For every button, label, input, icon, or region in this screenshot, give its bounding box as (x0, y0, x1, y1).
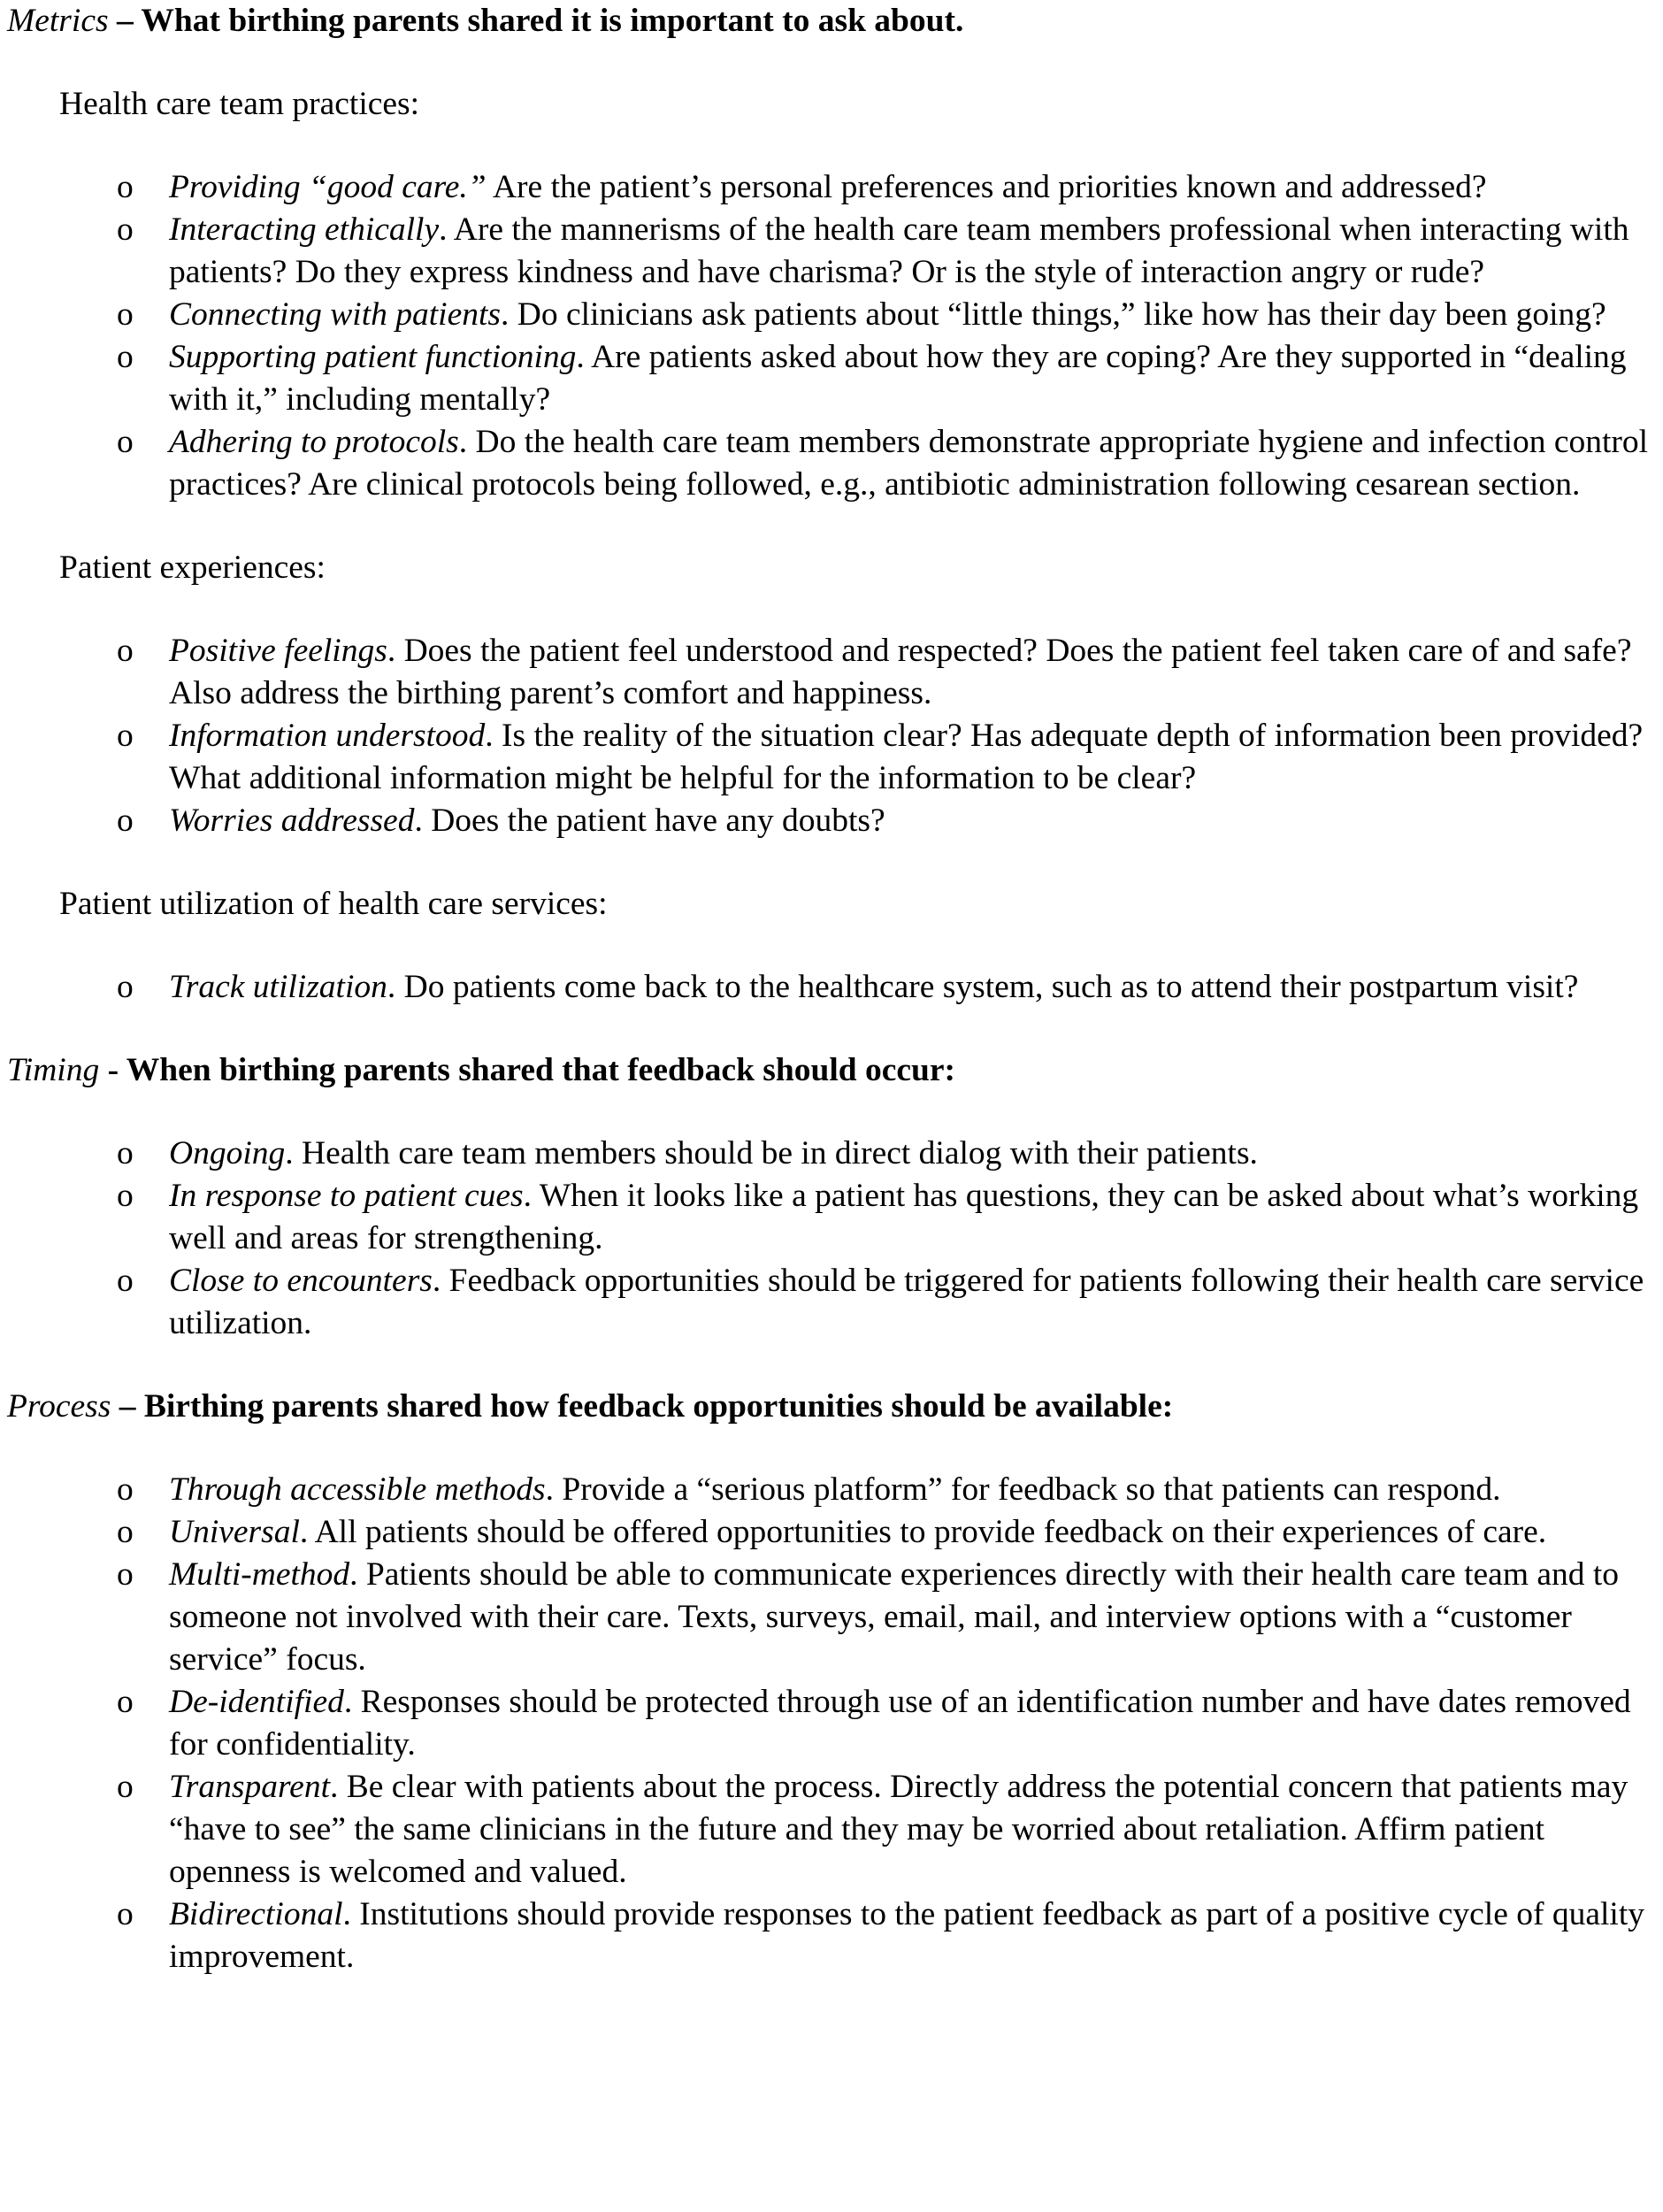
item-title: Bidirectional (169, 1896, 343, 1932)
item-text: . Does the patient feel understood and respected? Does the patient feel taken care of and safe? Also address the birthing parent’s comfort and happiness. (169, 633, 1632, 711)
item-text: . Are patients asked about how they are coping? Are they supported in “dealing with it,” including mentally? (169, 339, 1627, 418)
item-title: Transparent (169, 1769, 330, 1805)
bullet-icon: o (117, 1684, 134, 1720)
list-item (7, 966, 1663, 1009)
item-text: . Patients should be able to communicate experiences directly with their health care team and to someone not involved with their care. Texts, surveys, email, mail, and interview options with a “customer service” focus. (169, 1556, 1620, 1678)
list-item (7, 336, 1663, 421)
list-item (7, 715, 1663, 800)
group-title: Health care team practices: (59, 86, 420, 122)
item-text: . All patients should be offered opportunities to provide feedback on their experiences of care. (299, 1514, 1547, 1550)
item-text: . Do patients come back to the healthcare system, such as to attend their postpartum visit? (387, 969, 1579, 1005)
section-heading-label: Process (7, 1388, 111, 1425)
bullet-icon: o (117, 1514, 134, 1550)
bullet-icon: o (117, 296, 134, 333)
bullet-icon: o (117, 1556, 134, 1593)
bullet-icon: o (117, 1135, 134, 1171)
section-heading (7, 1049, 1663, 1092)
item-title: Supporting patient functioning (169, 339, 577, 375)
list-item (7, 1469, 1663, 1511)
section-heading-text: - When birthing parents shared that feedback should occur: (99, 1052, 956, 1088)
item-title: Close to encounters (169, 1263, 433, 1299)
item-title: Ongoing (169, 1135, 286, 1171)
bullet-icon: o (117, 633, 134, 669)
bullet-list (7, 166, 1663, 506)
section-heading-text: – What birthing parents shared it is important to ask about. (108, 3, 964, 39)
section-heading (7, 1386, 1663, 1428)
list-item (7, 294, 1663, 336)
item-title: Track utilization (169, 969, 387, 1005)
list-item (7, 166, 1663, 209)
list-item (7, 1681, 1663, 1766)
bullet-list (7, 966, 1663, 1009)
list-item (7, 1133, 1663, 1175)
list-item (7, 1511, 1663, 1554)
item-text: . Does the patient have any doubts? (414, 803, 885, 839)
bullet-icon: o (117, 969, 134, 1005)
section-heading (7, 0, 1663, 42)
item-title: Information understood (169, 718, 486, 754)
item-text: . Health care team members should be in direct dialog with their patients. (285, 1135, 1258, 1171)
list-item (7, 800, 1663, 842)
item-title: Positive feelings (169, 633, 387, 669)
list-item (7, 209, 1663, 294)
item-title: Worries addressed (169, 803, 415, 839)
item-text: . Feedback opportunities should be triggered for patients following their health care service utilization. (169, 1263, 1644, 1341)
group-title: Patient experiences: (59, 549, 326, 586)
item-title: Multi-method (169, 1556, 350, 1593)
bullet-list (7, 1469, 1663, 1978)
bullet-icon: o (117, 718, 134, 754)
list-item (7, 1175, 1663, 1260)
bullet-icon: o (117, 211, 134, 248)
list-item (7, 1766, 1663, 1893)
list-item (7, 1260, 1663, 1345)
list-item (7, 1554, 1663, 1681)
bullet-icon: o (117, 803, 134, 839)
item-text: . When it looks like a patient has questions, they can be asked about what’s working well and areas for strengthening. (169, 1178, 1639, 1256)
list-item (7, 421, 1663, 506)
item-title: Connecting with patients (169, 296, 501, 333)
bullet-icon: o (117, 1263, 134, 1299)
item-title: In response to patient cues (169, 1178, 524, 1214)
group-title: Patient utilization of health care services: (59, 886, 608, 922)
bullet-icon: o (117, 424, 134, 460)
bullet-icon: o (117, 169, 134, 205)
list-item (7, 1893, 1663, 1978)
item-text: Are the patient’s personal preferences and priorities known and addressed? (486, 169, 1487, 205)
list-item (7, 630, 1663, 715)
bullet-icon: o (117, 1769, 134, 1805)
item-title: Through accessible methods (169, 1471, 546, 1508)
item-text: . Do clinicians ask patients about “little things,” like how has their day been going? (500, 296, 1606, 333)
item-text: . Institutions should provide responses to the patient feedback as part of a positive cycle of quality improvement. (169, 1896, 1645, 1975)
bullet-icon: o (117, 339, 134, 375)
section-heading-text: – Birthing parents shared how feedback opportunities should be available: (111, 1388, 1174, 1425)
item-title: Universal (169, 1514, 300, 1550)
bullet-icon: o (117, 1896, 134, 1932)
item-text: . Responses should be protected through use of an identification number and have dates removed for confidentiality. (169, 1684, 1631, 1763)
item-text: . Is the reality of the situation clear? Has adequate depth of information been provided? What additional information might be helpful for the information to be clear? (169, 718, 1644, 796)
item-title: Adhering to protocols (169, 424, 459, 460)
item-text: . Are the mannerisms of the health care team members professional when interacting with patients? Do they express kindness and have charisma? Or is the style of interaction angry or rude? (169, 211, 1629, 290)
item-title: De-identified (169, 1684, 344, 1720)
item-title: Interacting ethically (169, 211, 440, 248)
item-text: . Provide a “serious platform” for feedback so that patients can respond. (545, 1471, 1501, 1508)
item-text: . Be clear with patients about the process. Directly address the potential concern that patients may “have to see” the same clinicians in the future and they may be worried about retaliation. Affirm patient openness is welcomed and valued. (169, 1769, 1629, 1890)
bullet-icon: o (117, 1471, 134, 1508)
section-heading-label: Timing (7, 1052, 100, 1088)
section-heading-label: Metrics (7, 3, 109, 39)
bullet-list (7, 1133, 1663, 1345)
item-title: Providing “good care.” (169, 169, 487, 205)
bullet-icon: o (117, 1178, 134, 1214)
item-text: . Do the health care team members demonstrate appropriate hygiene and infection control practices? Are clinical protocols being followed, e.g., antibiotic administration following cesarean section. (169, 424, 1649, 503)
bullet-list (7, 630, 1663, 842)
